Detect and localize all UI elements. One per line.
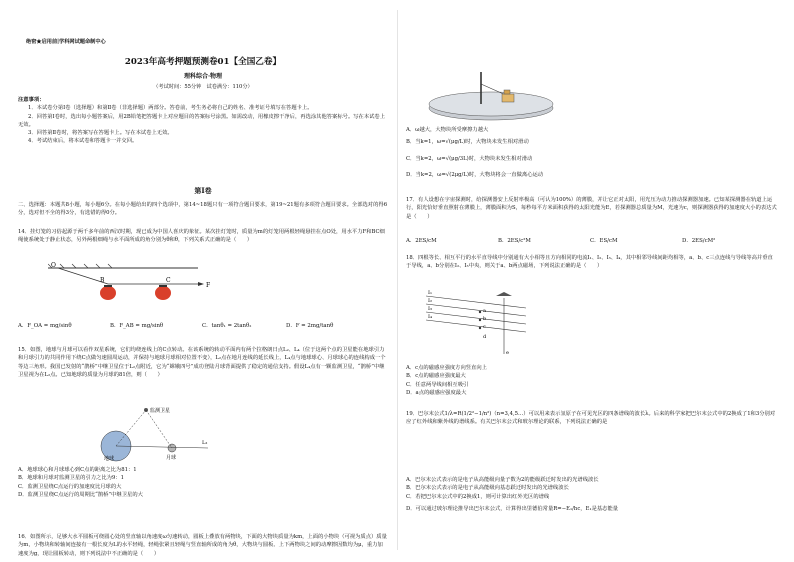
- option-a[interactable]: A．ω越大，大物块所受摩擦力越大: [406, 127, 489, 133]
- question-16-stem-start: 16．如图所示，足够大水平圆板可绕圆心处的竖直轴以角速度ω匀速转动，圆板上叠放有两物块，下面的大物块质量为km，上面的小物块（可视为质点）质量为m，小物块和转轴间连接有一根长度为L的水平轻绳，轻绳张紧且轻绳与竖直轴所成的角为θ，大物块与圆板、上下两物块之间的动摩擦因数均为μ，重力加速度为g，现让圆板转动，则下列说法中不正确的是（ ）: [18, 534, 387, 557]
- earth-moon-figure: [98, 404, 218, 462]
- option-d[interactable]: D．监测卫星绕C点运行的周期比“鹊桥”中继卫星的大: [18, 491, 143, 498]
- notice-item: 4．考试结束后，将本试卷和答题卡一并交回。: [28, 138, 138, 145]
- option-a[interactable]: A．2ES/cM: [406, 238, 437, 244]
- question-14-options: [18, 322, 388, 336]
- label-B: B: [100, 277, 105, 284]
- option-c[interactable]: C．tanθ₁ = 2tanθ₂: [202, 323, 252, 329]
- option-a[interactable]: A．F_OA = mg/sinθ: [18, 323, 72, 329]
- notice-item: 1．本试卷分第Ⅰ卷（选择题）和第Ⅱ卷（非选择题）两部分。答卷前，考生务必将自己的姓名、准考证号填写在答题卡上。: [28, 105, 313, 112]
- label-monitor-satellite: 监测卫星: [150, 408, 171, 414]
- label-I4: I₄: [428, 314, 432, 320]
- option-d[interactable]: D．F = 2mg/tanθ: [286, 323, 334, 329]
- label-I2: I₂: [428, 298, 432, 304]
- right-column: [406, 0, 778, 562]
- label-d: d: [483, 334, 487, 340]
- label-e: e: [506, 350, 509, 356]
- notice-block: [18, 96, 388, 146]
- option-b[interactable]: B．地球和月球对监测卫星的引力之比为9：1: [18, 475, 124, 482]
- option-a[interactable]: A．c点的磁感应强度方向竖直向上: [406, 365, 487, 371]
- question-19-stem: 19．巴尔末公式1/λ=R(1/2²−1/n²)（n=3,4,5…）可以用来表示氢原子在可见光区的四条谱线的波长λ。后来的科学家把巴尔末公式中的2换成了1和3分别对应了红外线和紫外线的谱线系。有关巴尔末公式和玻尔理论的联系，下列说法正确的是: [406, 411, 776, 426]
- option-b[interactable]: B．F_AB = mg/sinθ: [110, 323, 164, 329]
- question-18-options: [406, 364, 778, 397]
- option-a[interactable]: A．巴尔末公式表示的是电子从高能级向量子数为2的能级跃迁时发出的光谱线波长: [406, 477, 599, 483]
- label-moon: 月球: [166, 455, 177, 461]
- option-c[interactable]: C．任意两导线间相互吸引: [406, 381, 469, 388]
- question-16-options: [406, 126, 778, 179]
- option-a[interactable]: A．地球球心和月球球心到C点的距离之比为81：1: [18, 467, 137, 473]
- section-instructions: 二、选择题：本题共8小题，每小题6分。在每小题给出的四个选项中，第14~18题只有一项符合题目要求，第19~21题有多项符合题目要求。全部选对的得6分，选对但不全的得3分，有选错的得0分。: [18, 202, 388, 217]
- option-d[interactable]: D．可以通过玻尔理论推导出巴尔末公式，计算得出里德伯常量R=−E₁/hc，E₁是基态能量: [406, 505, 619, 512]
- notice-heading: 注意事项：: [18, 97, 45, 103]
- question-15-stem: 15．如图，地球与月球可以看作双星系统，它们均绕连线上的C点转动。在该系统的转动平面内有两个拉格朗日点L₂、L₄（位于这两个点的卫星能在地球引力和月球引力的共同作用下绕C点做匀速圆周运动，并保持与地球月球相对位置不变），L₂点在地月连线的延长线上，L₄点与地球球心、月球球心的连线构成一个等边三角形。我国已发射的“鹊桥”中继卫星位于L₂点附近，它为“嫦娥四号”成功登陆月球背面提供了稳定的通信支持。假设L₄点有一颗监测卫星，“鹊桥”中继卫星视为在L₂点。已知地球的质量为月球的81倍，则（ ）: [18, 347, 386, 378]
- question-19-options: [406, 476, 778, 513]
- option-d[interactable]: D．2ES/cM²: [682, 238, 716, 244]
- parallel-wires-figure: [426, 288, 536, 358]
- left-column: [18, 0, 388, 562]
- page-title: 2023年高考押题预测卷01【全国乙卷】: [124, 57, 282, 67]
- label-I1: I₁: [428, 290, 432, 296]
- question-18-stem: 18．四根等长、相互平行的水平直导线中分别通有大小相等且方向相同的电流I₁、I₂、I₃、I₄，其中相邻导线间距均相等，a、b、c三点连线与导线等高并垂直于导线，a、b分别在I₂、I₃中央，则关于a、b两点磁场，下列说法正确的是（ ）: [406, 255, 773, 270]
- label-a: a: [483, 308, 486, 314]
- lantern-figure: [48, 260, 248, 310]
- watermark-note: 绝密★启用前|学科网试题命制中心: [26, 39, 106, 45]
- question-17-stem: 17．有人设想在宇宙探测时，给探测器安上反射率极高（可认为100%）的薄膜，并让它正对太阳，用光压为动力推动探测器加速。已知某探测器在轨道上运行，阳光恰好垂直照射在薄膜上，薄膜面积为S，每秒每平方米面积获得的太阳光能为E，若探测器总质量为M，光速为c，则探测器获得的加速度大小的表达式是（ ）: [406, 197, 777, 220]
- option-b[interactable]: B．c点的磁感应强度最大: [406, 373, 466, 380]
- label-b: b: [483, 316, 487, 322]
- question-15-options: [18, 466, 388, 499]
- notice-item: 2．回答第Ⅰ卷时，选出每小题答案后，用2B铅笔把答题卡上对应题目的答案标号涂黑。如需改动，用橡皮擦干净后，再选涂其他答案标号。写在本试卷上无效。: [18, 113, 386, 128]
- label-L2: L₂: [202, 440, 208, 446]
- option-c[interactable]: C．当k=2，ω=√(μg/3L)时，大物块未发生相对滑动: [406, 155, 533, 162]
- rotating-disk-figure: [426, 68, 556, 124]
- exam-info: （考试时间：55分钟 试卷满分：110分）: [153, 84, 253, 90]
- question-14-stem: 14．挂灯笼的习俗起源于两千多年前的西汉时期，现已成为中国人喜庆的象征。某次挂灯笼时，质量为m的灯笼用两根轻绳悬挂在点O处，用水平力F和BC细绳使系统处于静止状态，另外两根细绳与水平面所成的角分别为θ和θ，下列关系式正确的是（ ）: [18, 229, 385, 244]
- notice-item: 3．回答第Ⅱ卷时，将答案写在答题卡上。写在本试卷上无效。: [28, 130, 173, 137]
- option-c[interactable]: C．若把巴尔末公式中的2换成1，则可计算出红外光区的谱线: [406, 493, 550, 500]
- column-divider: [397, 10, 398, 550]
- label-earth: 地球: [104, 456, 115, 462]
- option-c[interactable]: C．ES/cM: [590, 238, 618, 244]
- label-C: C: [166, 277, 171, 284]
- section-title: 第Ⅰ卷: [194, 186, 212, 195]
- option-b[interactable]: B．2ES/c²M: [498, 238, 531, 244]
- label-O: O: [51, 262, 56, 269]
- question-17-options: [406, 237, 776, 251]
- label-c: c: [483, 324, 486, 330]
- label-F: F: [206, 282, 211, 289]
- label-I3: I₃: [428, 306, 432, 312]
- option-b[interactable]: B．巴尔末公式表示的是电子从高能级向基态跃迁时发出的光谱线波长: [406, 485, 569, 492]
- option-c[interactable]: C．监测卫星绕C点运行的加速度比月球的大: [18, 483, 122, 490]
- page-subtitle: 理科综合·物理: [183, 73, 223, 80]
- option-d[interactable]: D．a点的磁感应强度最大: [406, 389, 467, 396]
- option-b[interactable]: B．当k=1，ω=√(μg/L)时，大物块未发生相对滑动: [406, 139, 529, 146]
- option-d[interactable]: D．当k=2，ω=√(2μg/L)时，大物块将会一直做离心运动: [406, 171, 544, 178]
